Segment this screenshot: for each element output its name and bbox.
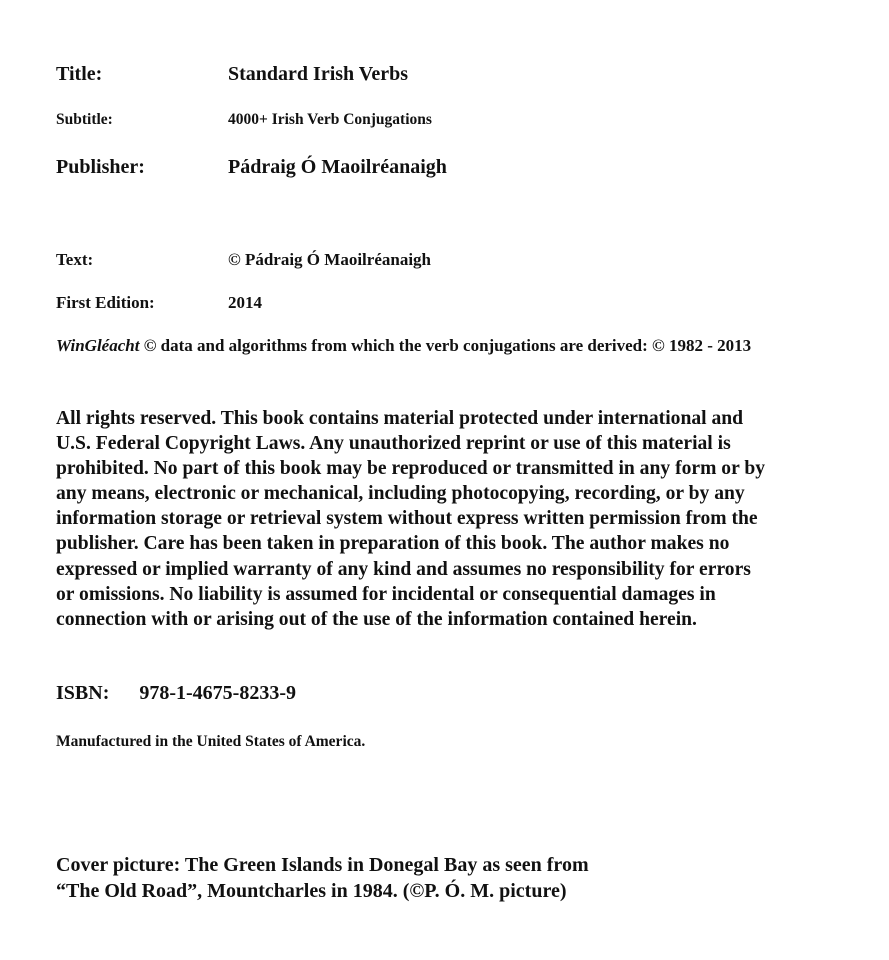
- rights-line: information storage or retrieval system without express written permission from the: [56, 508, 758, 530]
- rights-line: prohibited. No part of this book may be reproduced or transmitted in any form or by: [56, 458, 766, 480]
- rights-line: expressed or implied warranty of any kind and assumes no responsibility for errors: [56, 558, 751, 580]
- rights-paragraph: [56, 406, 866, 632]
- wingleacht-text: © data and algorithms from which the verb conjugations are derived: © 1982 - 2013: [143, 336, 752, 355]
- wingleacht-statement: [56, 336, 751, 356]
- first-edition-label: First Edition:: [56, 293, 155, 312]
- title-label: Title:: [56, 63, 103, 85]
- subtitle-label: Subtitle:: [56, 111, 113, 128]
- cover-credit-line: Cover picture: The Green Islands in Donegal Bay as seen from: [56, 854, 589, 876]
- manufactured-note: Manufactured in the United States of America.: [56, 733, 366, 750]
- rights-line: U.S. Federal Copyright Laws. Any unauthorized reprint or use of this material is: [56, 433, 731, 455]
- isbn-value: 978-1-4675-8233-9: [139, 682, 296, 704]
- subtitle-value: 4000+ Irish Verb Conjugations: [228, 111, 432, 128]
- isbn-line: [56, 682, 296, 705]
- rights-line: or omissions. No liability is assumed for incidental or consequential damages in: [56, 583, 716, 605]
- cover-credit: [56, 852, 836, 904]
- rights-line: publisher. Care has been taken in preparation of this book. The author makes no: [56, 533, 730, 555]
- isbn-label: ISBN:: [56, 682, 110, 704]
- cover-credit-line: “The Old Road”, Mountcharles in 1984. (©P. Ó. M. picture): [56, 880, 567, 902]
- rights-line: connection with or arising out of the use of the information contained herein.: [56, 608, 697, 630]
- first-edition-value: 2014: [228, 293, 262, 312]
- text-credit-value: © Pádraig Ó Maoilréanaigh: [228, 250, 431, 269]
- text-credit-label: Text:: [56, 250, 94, 269]
- rights-line: any means, electronic or mechanical, including photocopying, recording, or by any: [56, 483, 745, 505]
- publisher-value: Pádraig Ó Maoilréanaigh: [228, 156, 447, 178]
- title-value: Standard Irish Verbs: [228, 63, 409, 85]
- wingleacht-brand: WinGléacht: [56, 336, 140, 355]
- rights-line: All rights reserved. This book contains material protected under international and: [56, 408, 744, 429]
- publisher-label: Publisher:: [56, 156, 145, 178]
